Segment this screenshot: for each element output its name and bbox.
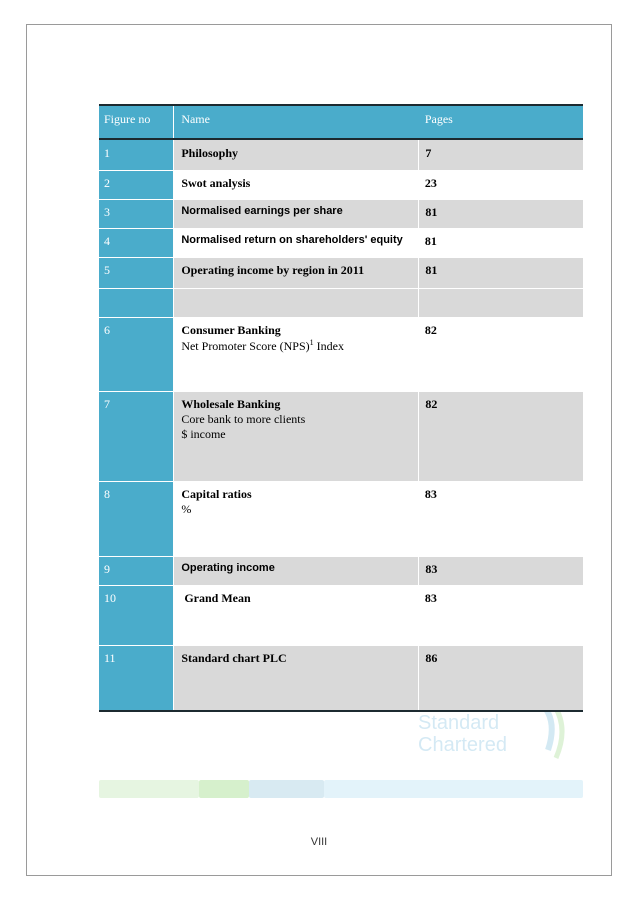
figure-subtitle: % bbox=[181, 501, 192, 516]
figure-number: 10 bbox=[99, 585, 174, 645]
watermark-band-green-2 bbox=[199, 780, 249, 798]
figure-subtitle: $ income bbox=[181, 426, 226, 441]
watermark-band-blue bbox=[249, 780, 324, 798]
figure-number: 7 bbox=[99, 391, 174, 481]
figure-page: 83 bbox=[419, 585, 583, 645]
figure-page: 82 bbox=[419, 391, 583, 481]
figure-number: 9 bbox=[99, 556, 174, 585]
figure-page: 23 bbox=[419, 170, 583, 199]
figure-page: 83 bbox=[419, 481, 583, 556]
table-row bbox=[99, 170, 583, 199]
figure-name: Operating income by region in 2011 bbox=[174, 257, 419, 288]
figure-name: Operating income bbox=[174, 556, 419, 585]
header-pages: Pages bbox=[419, 105, 583, 139]
figure-name: Swot analysis bbox=[174, 170, 419, 199]
figure-number: 5 bbox=[99, 257, 174, 288]
figure-number: 6 bbox=[99, 317, 174, 391]
figure-page: 7 bbox=[419, 139, 583, 170]
figure-page: 86 bbox=[419, 645, 583, 711]
figure-name: Standard chart PLC bbox=[174, 645, 419, 711]
table-row bbox=[99, 481, 583, 556]
figure-number: 2 bbox=[99, 170, 174, 199]
page-number: VIII bbox=[310, 836, 328, 848]
table-row bbox=[99, 317, 583, 391]
figure-name: Philosophy bbox=[174, 139, 419, 170]
table-header-row bbox=[99, 105, 583, 139]
figure-number: 11 bbox=[99, 645, 174, 711]
figure-number: 3 bbox=[99, 199, 174, 228]
figure-name: Capital ratios bbox=[181, 486, 252, 501]
figure-subtitle: Net Promoter Score (NPS)$^1$ Index bbox=[181, 337, 344, 353]
watermark-band-green bbox=[99, 780, 199, 798]
figure-name: Grand Mean bbox=[174, 585, 419, 645]
figure-number: 1 bbox=[99, 139, 174, 170]
table-row bbox=[99, 556, 583, 585]
figure-page: 81 bbox=[419, 199, 583, 228]
figure-name-cell bbox=[174, 481, 419, 556]
table-row bbox=[99, 257, 583, 288]
list-of-figures-table bbox=[99, 104, 583, 712]
table-row bbox=[99, 585, 583, 645]
figure-number: 4 bbox=[99, 228, 174, 257]
figure-page: 81 bbox=[419, 228, 583, 257]
figure-name-cell bbox=[174, 317, 419, 391]
header-name: Name bbox=[174, 105, 419, 139]
figure-name: Consumer Banking bbox=[181, 322, 281, 337]
header-figure-no: Figure no bbox=[99, 105, 174, 139]
watermark-text-chartered: Chartered bbox=[418, 734, 507, 756]
figure-number: 8 bbox=[99, 481, 174, 556]
figure-page: 83 bbox=[419, 556, 583, 585]
table-row bbox=[99, 199, 583, 228]
table-row bbox=[99, 645, 583, 711]
figure-subtitle: Core bank to more clients bbox=[181, 411, 306, 426]
watermark-text-standard: Standard bbox=[418, 712, 500, 734]
table-row-spacer bbox=[99, 288, 583, 317]
table-row bbox=[99, 139, 583, 170]
watermark-band-lightblue bbox=[324, 780, 583, 798]
figure-page: 81 bbox=[419, 257, 583, 288]
figure-name: Normalised earnings per share bbox=[174, 199, 419, 228]
table-row bbox=[99, 391, 583, 481]
figure-name: Normalised return on shareholders' equity bbox=[174, 228, 419, 257]
figure-page: 82 bbox=[419, 317, 583, 391]
figure-name: Wholesale Banking bbox=[181, 396, 281, 411]
figure-name-cell bbox=[174, 391, 419, 481]
table-row bbox=[99, 228, 583, 257]
